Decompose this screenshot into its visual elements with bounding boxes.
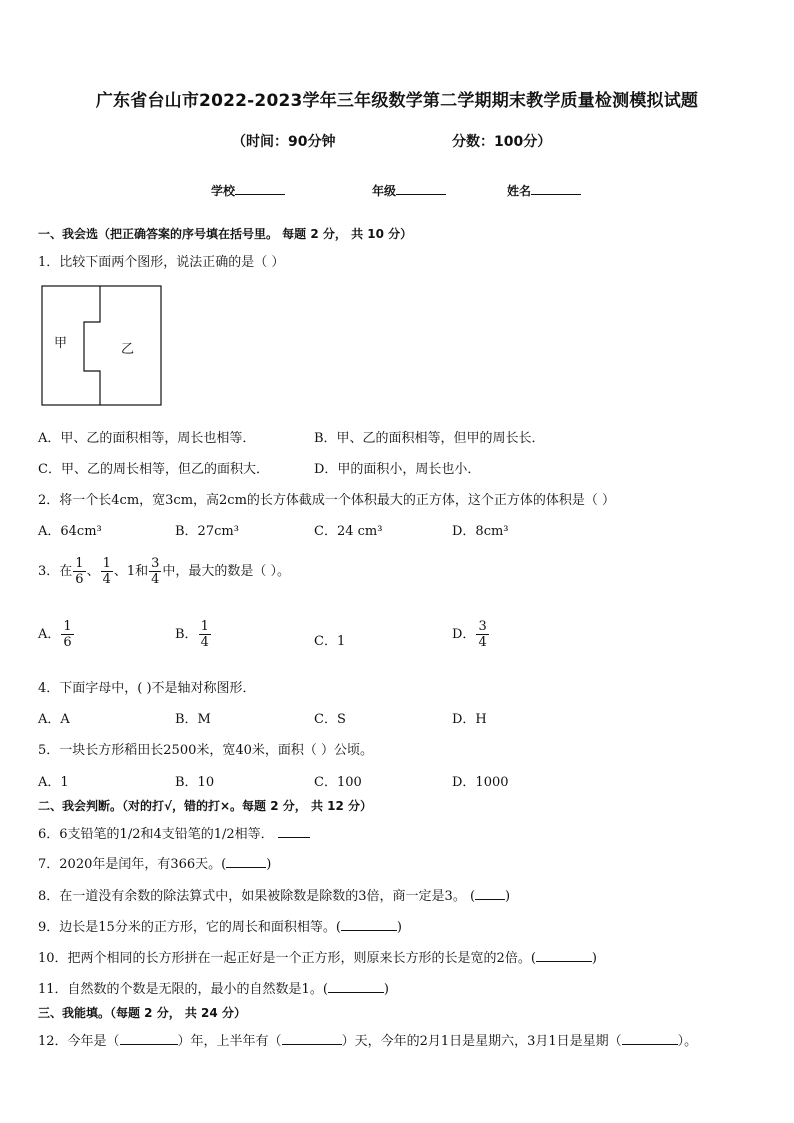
question-7: 7．2020年是闰年，有366天。( ) [38,857,272,872]
exam-title: 广东省台山市2022-2023学年三年级数学第二学期期末教学质量检测模拟试题 [95,91,699,111]
section-3-heading: 三、我能填。（每题 2 分， 共 24 分） [38,1006,246,1020]
school-label: 学校 [211,184,236,198]
q10-answer-blank[interactable] [536,949,592,962]
q12-blank-year[interactable] [120,1032,178,1045]
q6-answer-blank[interactable] [278,825,310,838]
q5-option-b[interactable]: B．10 [175,775,215,790]
question-9: 9．边长是15分米的正方形，它的周长和面积相等。( ) [38,920,402,935]
q3-option-a[interactable]: A． $\frac{1}{6}$ [38,619,72,650]
q5-option-c[interactable]: C．100 [314,775,362,790]
section-1-heading: 一、我会选（把正确答案的序号填在括号里。 每题 2 分， 共 10 分） [38,227,413,241]
q3-mid: 、1和 [113,564,149,579]
figure-label-jia: 甲 [54,336,68,351]
q4-option-c[interactable]: C．S [314,712,346,727]
grade-label: 年级 [372,184,397,198]
q1-option-c[interactable]: C．甲、乙的周长相等，但乙的面积大． [38,462,269,477]
school-blank[interactable] [235,182,285,195]
question-2: 2．将一个长4cm，宽3cm，高2cm的长方体截成一个体积最大的正方体，这个正方体的体积是（ ） [38,493,616,508]
q2-option-c[interactable]: C．24 cm³ [314,524,383,539]
grade-field [372,182,446,199]
question-3 [38,556,290,587]
school-field [211,182,285,199]
q1-option-a[interactable]: A．甲、乙的面积相等，周长也相等． [38,431,256,446]
q1-option-d[interactable]: D．甲的面积小，周长也小． [314,462,481,477]
q3-option-c[interactable]: C．1 [314,634,346,649]
q4-option-b[interactable]: B．M [175,712,211,727]
question-1: 1．比较下面两个图形，说法正确的是（ ） [38,255,285,270]
q3-sep: 、 [86,564,100,579]
q3-prefix: 3．在 [38,564,73,579]
q4-option-a[interactable]: A．A [38,712,70,727]
name-field [507,182,581,199]
q2-option-b[interactable]: B．27cm³ [175,524,239,539]
question-12: 12．今年是（ ）年，上半年有（ ）天，今年的2月1日是星期六，3月1日是星期（ ）。 [38,1034,698,1049]
question-8: 8．在一道没有余数的除法算式中，如果被除数是除数的3倍，商一定是3。 ( ) [38,889,511,904]
q5-option-a[interactable]: A．1 [38,775,69,790]
question-5: 5．一块长方形稻田长2500米，宽40米，面积（ ）公顷。 [38,743,374,758]
figure-label-yi: 乙 [121,342,135,357]
q4-option-d[interactable]: D．H [452,712,487,727]
q12-blank-weekday[interactable] [622,1032,678,1045]
question-6: 6．6支铅笔的1/2和4支铅笔的1/2相等． [38,823,310,842]
name-label: 姓名 [507,184,532,198]
q8-answer-blank[interactable] [475,887,505,900]
q3-fraction-3: $\frac{3}{4}$ [151,556,160,587]
q11-answer-blank[interactable] [328,980,384,993]
question-11: 11．自然数的个数是无限的，最小的自然数是1。( ) [38,982,389,997]
q1-figure-divider [84,286,100,405]
exam-score: 分数：100分） [452,134,552,150]
q2-option-a[interactable]: A．64cm³ [38,524,102,539]
q3-fraction-2: $\frac{1}{4}$ [102,556,111,587]
q9-answer-blank[interactable] [341,918,397,931]
question-4: 4．下面字母中，( )不是轴对称图形． [38,681,256,696]
q2-option-d[interactable]: D．8cm³ [452,524,509,539]
q1-option-b[interactable]: B．甲、乙的面积相等，但甲的周长长． [314,431,545,446]
q3-fraction-1: $\frac{1}{6}$ [75,556,84,587]
q3-suffix: 中，最大的数是（ ）。 [162,564,291,579]
exam-time: （时间：90分钟 [232,134,336,150]
section-2-heading: 二、我会判断。（对的打√，错的打×。每题 2 分， 共 12 分） [38,799,372,813]
q3-option-b[interactable]: B． $\frac{1}{4}$ [175,619,209,650]
q3-option-d[interactable]: D． $\frac{3}{4}$ [452,619,487,650]
name-blank[interactable] [531,182,581,195]
q5-option-d[interactable]: D．1000 [452,775,509,790]
question-10: 10．把两个相同的长方形拼在一起正好是一个正方形，则原来长方形的长是宽的2倍。( ) [38,951,597,966]
grade-blank[interactable] [396,182,446,195]
q7-answer-blank[interactable] [226,855,266,868]
q12-blank-days[interactable] [282,1032,342,1045]
